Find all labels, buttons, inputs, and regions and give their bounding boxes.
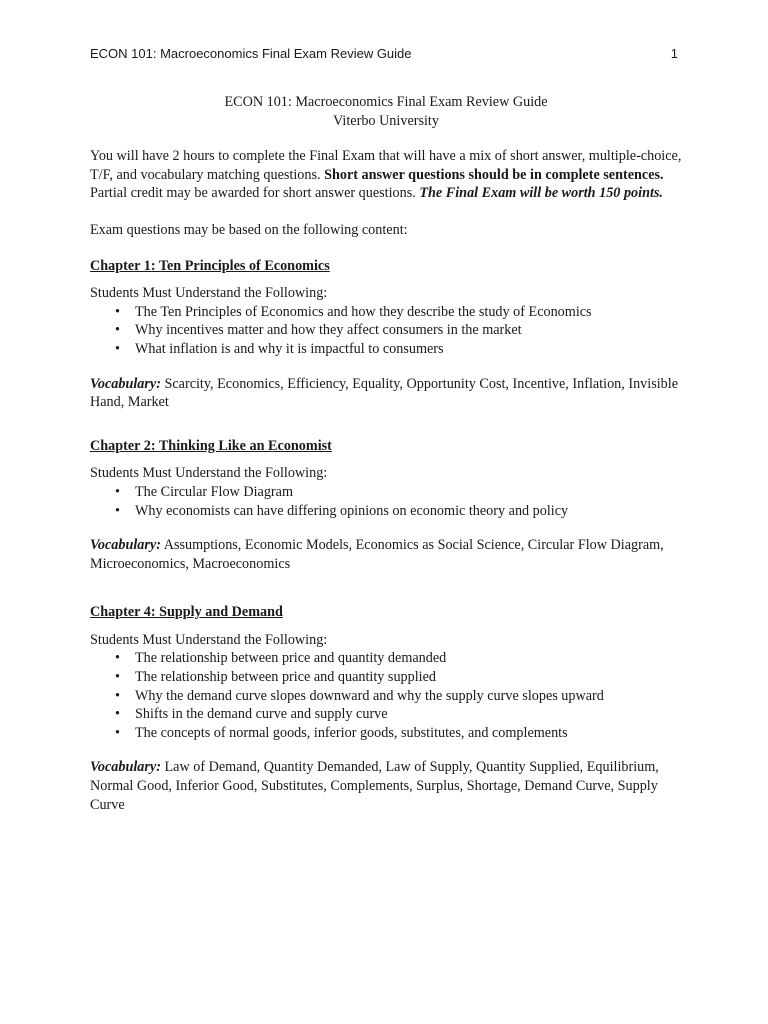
title-block [90,93,682,130]
chapter-heading: Chapter 4: Supply and Demand [90,604,283,621]
vocabulary-terms: Assumptions, Economic Models, Economics as Social Science, Circular Flow Diagram, Microeconomics, Macroeconomics [90,537,664,572]
bullet-list [90,303,682,359]
intro-paragraph [90,147,682,203]
running-header-title: ECON 101: Macroeconomics Final Exam Review Guide [90,46,412,61]
list-item: • Shifts in the demand curve and supply curve [135,705,682,724]
page-number: 1 [670,46,678,61]
list-item: • Why the demand curve slopes downward and why the supply curve slopes upward [135,687,682,706]
must-understand-label: Students Must Understand the Following: [90,631,328,648]
document-subtitle: Viterbo University [333,112,439,129]
document-body [90,93,682,814]
chapter-heading: Chapter 1: Ten Principles of Economics [90,257,330,274]
vocabulary-paragraph [90,536,682,573]
chapter-2-section [90,437,682,574]
must-understand-label: Students Must Understand the Following: [90,285,328,302]
bullet-list [90,649,682,742]
vocabulary-label: Vocabulary: [90,759,161,776]
chapter-4-section [90,603,682,814]
running-header [90,46,678,61]
document-title: ECON 101: Macroeconomics Final Exam Review Guide [224,94,548,110]
must-understand-label: Students Must Understand the Following: [90,465,328,482]
vocabulary-terms: Law of Demand, Quantity Demanded, Law of Supply, Quantity Supplied, Equilibrium, Normal Good, Inferior Good, Substitutes, Complements, Surplus, Shortage, Demand Curve, Supply Curve [90,759,659,813]
intro-bold-italic-1: The Final Exam will be worth 150 points. [419,185,663,202]
content-lead: Exam questions may be based on the following content: [90,221,408,238]
list-item: • Why economists can have differing opinions on economic theory and policy [135,502,682,521]
vocabulary-paragraph [90,758,682,814]
vocabulary-terms: Scarcity, Economics, Efficiency, Equality, Opportunity Cost, Incentive, Inflation, Invisible Hand, Market [90,375,678,411]
chapter-1-section [90,257,682,412]
list-item: • The relationship between price and quantity supplied [135,668,682,687]
list-item: • Why incentives matter and how they affect consumers in the market [135,321,682,340]
list-item: • What inflation is and why it is impactful to consumers [135,340,682,359]
vocabulary-label: Vocabulary: [90,537,161,554]
vocabulary-label: Vocabulary: [90,375,161,392]
list-item: • The concepts of normal goods, inferior goods, substitutes, and complements [135,724,682,743]
list-item: • The Ten Principles of Economics and how they describe the study of Economics [135,303,682,322]
intro-text-1: You will have 2 hours to complete the Final Exam that will have a mix of short answer, multiple-choice, T/F, and vocabulary matching questions. [90,148,682,183]
intro-text-2: Partial credit may be awarded for short answer questions. [90,185,420,202]
vocabulary-paragraph [90,375,682,412]
chapter-heading: Chapter 2: Thinking Like an Economist [90,437,332,454]
list-item: • The Circular Flow Diagram [135,483,682,502]
list-item: • The relationship between price and quantity demanded [135,649,682,668]
intro-bold-1: Short answer questions should be in complete sentences. [324,166,664,183]
bullet-list [90,483,682,520]
